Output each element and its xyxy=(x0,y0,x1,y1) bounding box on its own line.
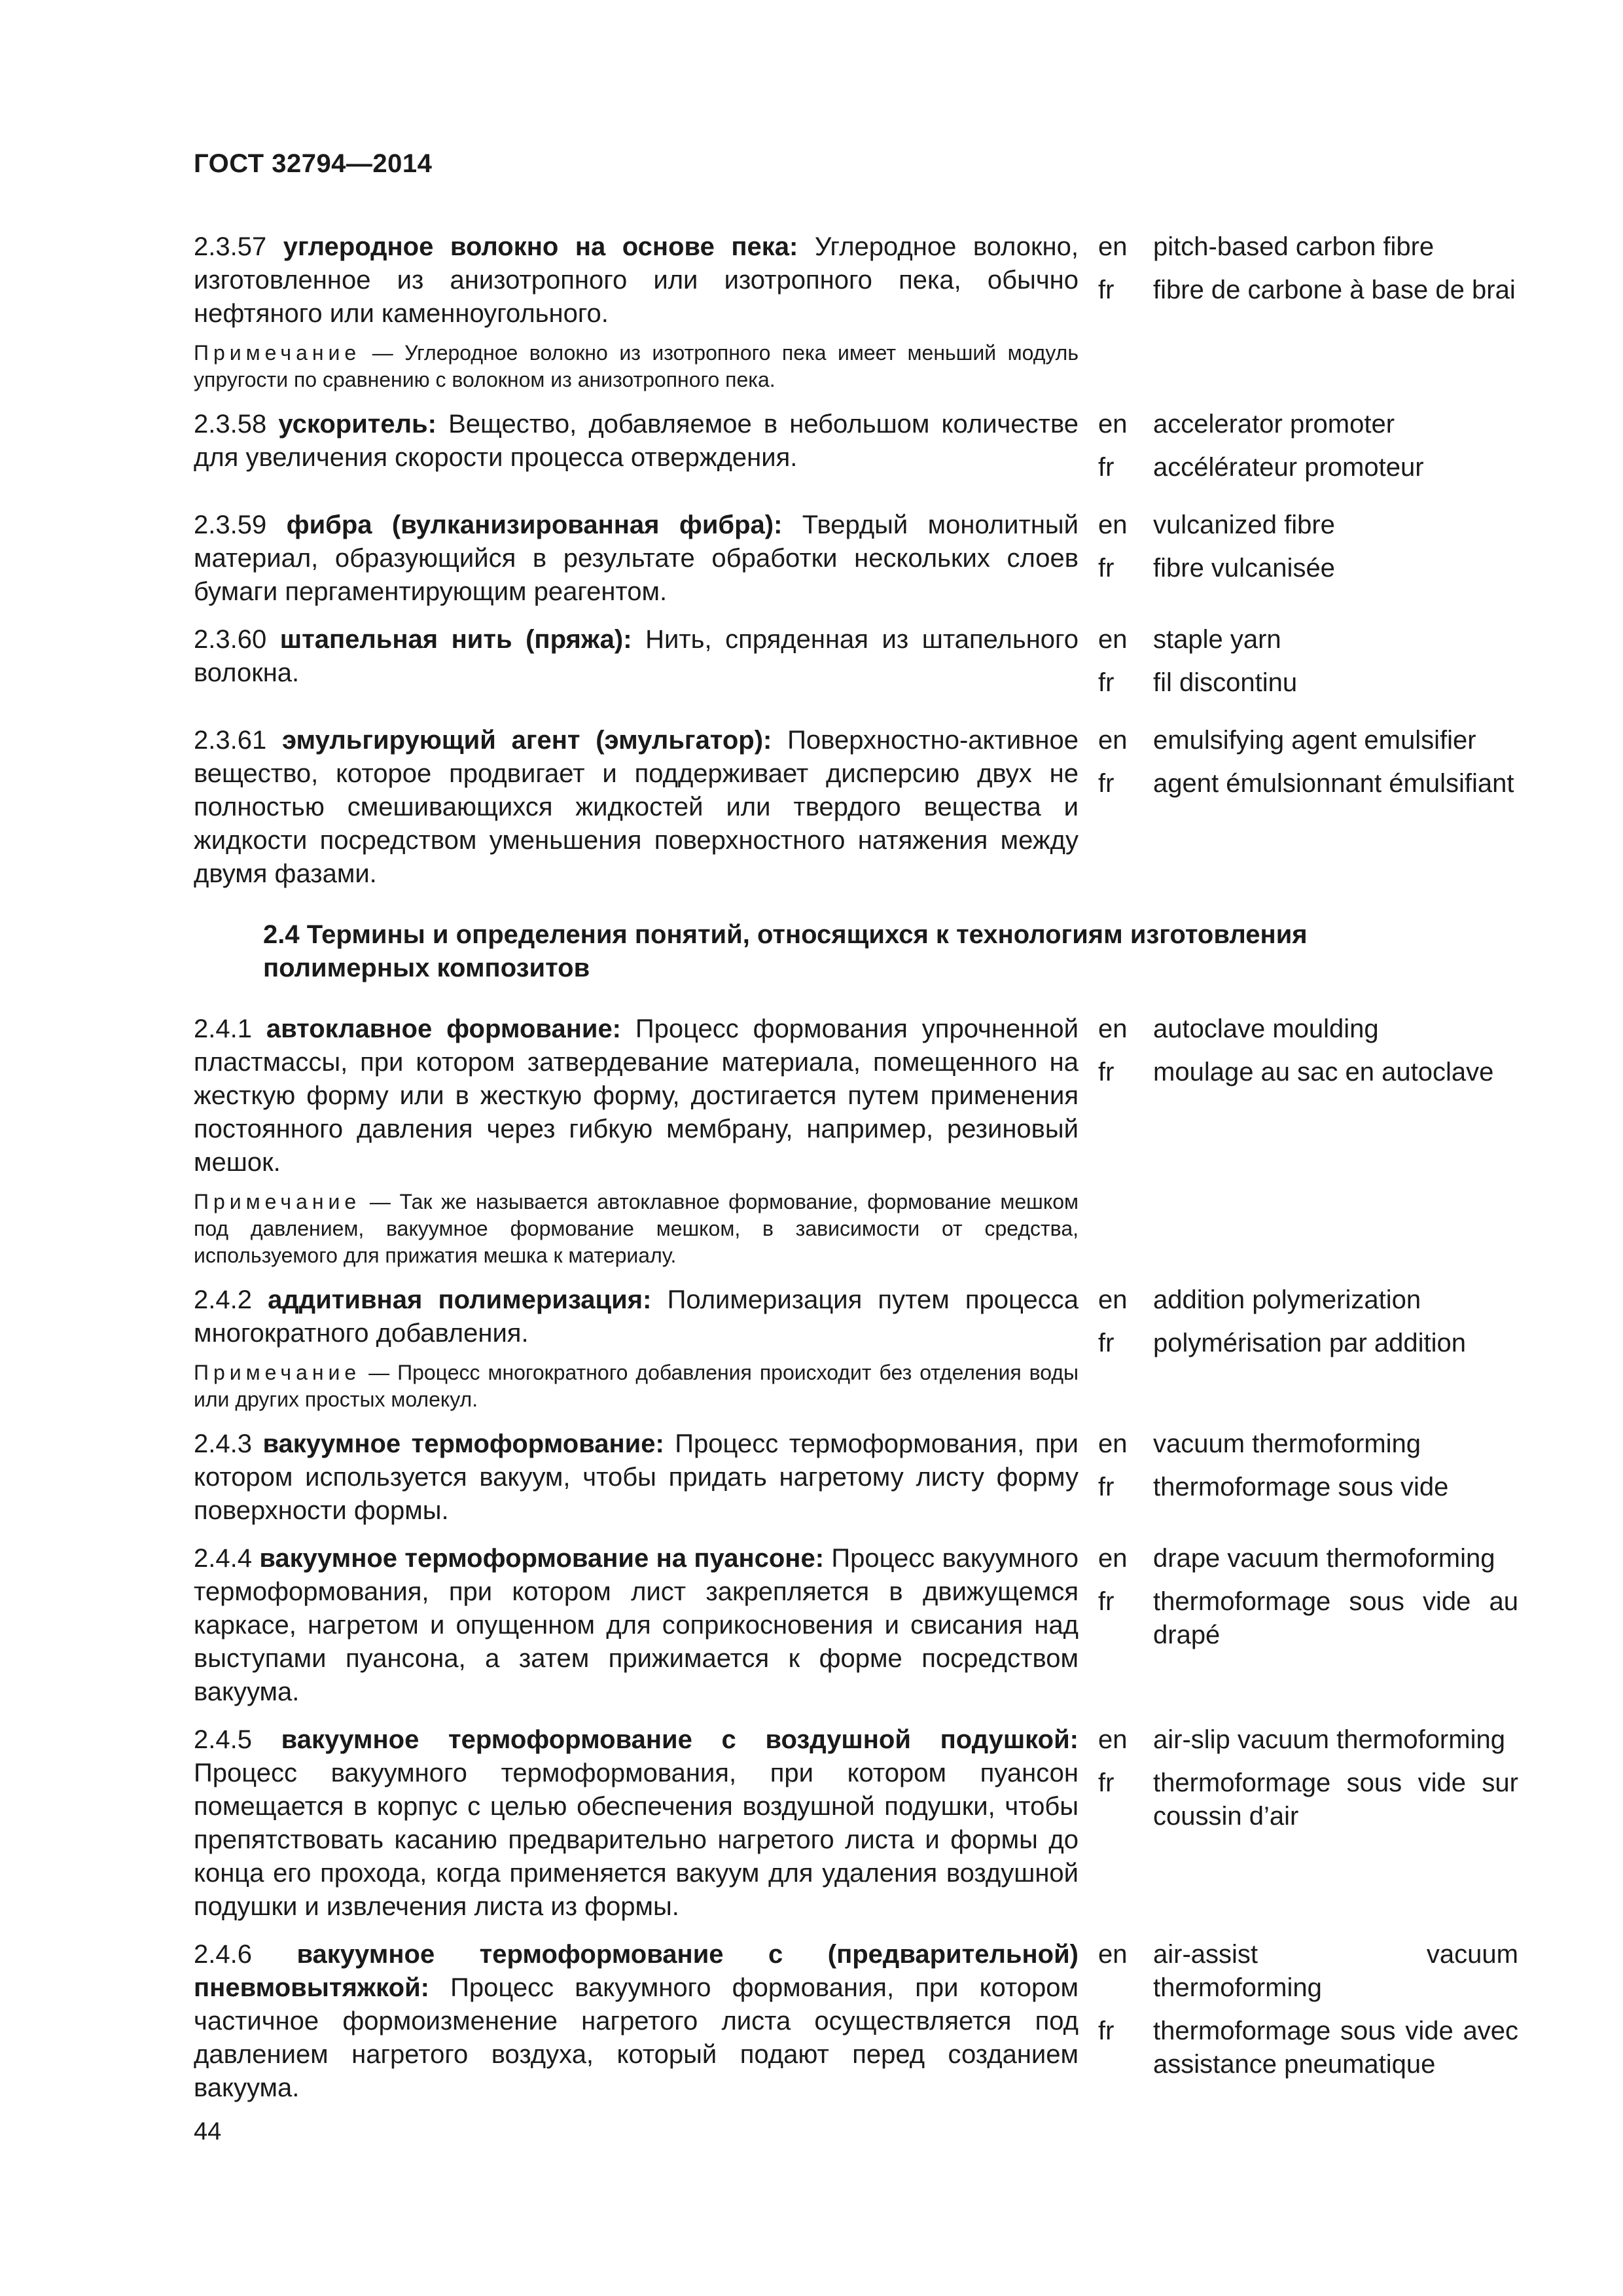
translation-text: thermoformage sous vide avec assistance pneumatique xyxy=(1153,2017,1518,2079)
translation-text: fil discontinu xyxy=(1153,668,1298,697)
entry-number: 2.3.61 xyxy=(194,726,267,755)
definition xyxy=(194,509,1079,609)
section-heading: 2.4 Термины и определения понятий, относящихся к технологиям изготовления полимерных композитов xyxy=(263,920,1308,982)
term-entry xyxy=(194,1013,1518,1269)
translation-text: moulage au sac en autoclave xyxy=(1153,1058,1494,1086)
translations xyxy=(1098,724,1518,891)
lang-code: fr xyxy=(1098,453,1115,482)
translation-text: fibre vulcanisée xyxy=(1153,554,1335,583)
note-text: — Процесс многократного добавления происходит без отделения воды или других простых молекул. xyxy=(194,1361,1079,1411)
translations xyxy=(1098,509,1518,609)
translation-en xyxy=(1098,509,1518,542)
translation-text: air-slip vacuum thermoforming xyxy=(1153,1725,1505,1754)
translation-text: fibre de carbone à base de brai xyxy=(1153,276,1516,304)
translation-fr xyxy=(1098,1471,1518,1504)
translations xyxy=(1098,1013,1518,1269)
lang-code: en xyxy=(1098,1725,1128,1754)
note-label: Примечание xyxy=(194,1361,361,1384)
entry-number: 2.3.58 xyxy=(194,410,267,439)
entry-body xyxy=(194,1013,1079,1269)
translation-text: polymérisation par addition xyxy=(1153,1329,1467,1357)
lang-code: fr xyxy=(1098,769,1115,798)
translation-en xyxy=(1098,623,1518,656)
translations xyxy=(1098,1723,1518,1924)
translations xyxy=(1098,1542,1518,1709)
entry-body xyxy=(194,408,1079,494)
note-label: Примечание xyxy=(194,341,361,365)
translation-en xyxy=(1098,1938,1518,2005)
term-name: штапельная нить (пряжа): xyxy=(279,625,632,654)
translation-en xyxy=(1098,724,1518,757)
note xyxy=(194,1189,1079,1269)
term-entry xyxy=(194,1283,1518,1413)
term-name: углеродное волокно на основе пека: xyxy=(283,232,798,261)
term-entry xyxy=(194,1542,1518,1709)
term-name: эмульгирующий агент (эмульгатор): xyxy=(281,726,772,755)
translation-fr xyxy=(1098,451,1518,484)
lang-code: en xyxy=(1098,726,1128,755)
translations xyxy=(1098,1427,1518,1528)
term-entry xyxy=(194,1938,1518,2105)
entry-body xyxy=(194,623,1079,709)
entry-number: 2.4.3 xyxy=(194,1429,252,1458)
translation-en xyxy=(1098,1427,1518,1461)
lang-code: en xyxy=(1098,625,1128,654)
lang-code: en xyxy=(1098,1285,1128,1314)
term-name: фибра (вулканизированная фибра): xyxy=(286,511,783,539)
lang-code: en xyxy=(1098,410,1128,439)
translation-en xyxy=(1098,1283,1518,1317)
definition xyxy=(194,1427,1079,1528)
definition xyxy=(194,1938,1079,2105)
translation-text: thermoformage sous vide sur coussin d’air xyxy=(1153,1768,1518,1831)
definition-text: Процесс вакуумного термоформования, при котором лист закрепляется в движущемся каркасе, нагретом и опущенном для соприкосновения и свисания над выступами пуансона, а затем прижимается к форме посредством вакуума. xyxy=(194,1544,1079,1706)
lang-code: fr xyxy=(1098,668,1115,697)
lang-code: fr xyxy=(1098,1587,1115,1616)
translation-en xyxy=(1098,1542,1518,1575)
term-name: ускоритель: xyxy=(278,410,437,439)
definition xyxy=(194,1542,1079,1709)
entry-body xyxy=(194,1283,1079,1413)
translation-en xyxy=(1098,1723,1518,1757)
definition xyxy=(194,1283,1079,1350)
entry-number: 2.3.60 xyxy=(194,625,267,654)
translation-fr xyxy=(1098,2015,1518,2081)
term-entry xyxy=(194,724,1518,891)
entry-body xyxy=(194,509,1079,609)
definition-text: Процесс вакуумного формования, при котором частичное формоизменение нагретого листа осуществляется под давлением нагретого воздуха, который подают перед созданием вакуума. xyxy=(194,1973,1079,2102)
entry-number: 2.4.5 xyxy=(194,1725,252,1754)
term-name: вакуумное термоформование: xyxy=(262,1429,664,1458)
definition xyxy=(194,724,1079,891)
term-entry xyxy=(194,1723,1518,1924)
definition xyxy=(194,623,1079,690)
definition xyxy=(194,230,1079,331)
translation-text: thermoformage sous vide au drapé xyxy=(1153,1587,1518,1649)
translation-fr xyxy=(1098,552,1518,585)
lang-code: en xyxy=(1098,1429,1128,1458)
entry-body xyxy=(194,724,1079,891)
definition-text: Процесс вакуумного термоформования, при котором пуансон помещается в корпус с целью обеспечения воздушной подушки, чтобы препятствовать касанию предварительно нагретого листа и формы до конца его прохода, когда применяется вакуум для удаления воздушной подушки и извлечения листа из формы. xyxy=(194,1759,1079,1921)
lang-code: en xyxy=(1098,1940,1128,1969)
translations xyxy=(1098,1938,1518,2105)
note xyxy=(194,340,1079,393)
entry-number: 2.3.57 xyxy=(194,232,267,261)
entry-number: 2.4.2 xyxy=(194,1285,252,1314)
note xyxy=(194,1359,1079,1413)
translation-text: staple yarn xyxy=(1153,625,1281,654)
term-name: вакуумное термоформование с (предварительной) пневмовытяжкой: xyxy=(194,1940,1079,2002)
lang-code: fr xyxy=(1098,1473,1115,1501)
lang-code: fr xyxy=(1098,2017,1115,2045)
entry-number: 2.4.6 xyxy=(194,1940,252,1969)
translation-text: accelerator promoter xyxy=(1153,410,1395,439)
entry-body xyxy=(194,230,1079,393)
term-entry xyxy=(194,623,1518,709)
translation-fr xyxy=(1098,1585,1518,1652)
definition xyxy=(194,1723,1079,1924)
translation-text: emulsifying agent emulsifier xyxy=(1153,726,1476,755)
translation-text: vacuum thermoforming xyxy=(1153,1429,1421,1458)
translations xyxy=(1098,1283,1518,1413)
definition-text: Нить, спряденная из штапельного волокна. xyxy=(194,625,1079,687)
lang-code: en xyxy=(1098,1544,1128,1573)
definition-text: Процесс термоформования, при котором используется вакуум, чтобы придать нагретому листу форму поверхности формы. xyxy=(194,1429,1079,1525)
term-entry xyxy=(194,230,1518,393)
translation-fr xyxy=(1098,1056,1518,1089)
translation-text: thermoformage sous vide xyxy=(1153,1473,1449,1501)
lang-code: en xyxy=(1098,232,1128,261)
definition-text: Твердый монолитный материал, образующийся в результате обработки нескольких слоев бумаги пергаментирующим реагентом. xyxy=(194,511,1079,606)
lang-code: fr xyxy=(1098,276,1115,304)
translation-fr xyxy=(1098,274,1518,307)
lang-code: en xyxy=(1098,1014,1128,1043)
definition xyxy=(194,1013,1079,1179)
translation-en xyxy=(1098,1013,1518,1046)
entry-number: 2.4.4 xyxy=(194,1544,252,1573)
entry-number: 2.3.59 xyxy=(194,511,267,539)
translation-text: agent émulsionnant émulsifiant xyxy=(1153,769,1514,798)
note-label: Примечание xyxy=(194,1190,361,1213)
entry-body xyxy=(194,1938,1079,2105)
translation-text: drape vacuum thermoforming xyxy=(1153,1544,1495,1573)
translation-text: accélérateur promoteur xyxy=(1153,453,1424,482)
translation-text: air-assist vacuum thermoforming xyxy=(1153,1940,1518,2002)
term-name: автоклавное формование: xyxy=(266,1014,622,1043)
translation-fr xyxy=(1098,1327,1518,1360)
lang-code: fr xyxy=(1098,554,1115,583)
definition-text: Процесс формования упрочненной пластмассы, при котором затвердевание материала, помещенного на жесткую форму или в жесткую форму, достигается путем применения постоянного давления через гибкую мембрану, например, резиновый мешок. xyxy=(194,1014,1079,1177)
translations xyxy=(1098,230,1518,393)
translations xyxy=(1098,623,1518,709)
term-entries xyxy=(194,230,1518,2119)
document-header: ГОСТ 32794—2014 xyxy=(194,149,433,178)
page-number: 44 xyxy=(194,2118,222,2145)
translation-en xyxy=(1098,230,1518,264)
term-entry xyxy=(194,509,1518,609)
translation-text: autoclave moulding xyxy=(1153,1014,1379,1043)
entry-body xyxy=(194,1723,1079,1924)
translation-fr xyxy=(1098,1767,1518,1833)
translation-text: addition polymerization xyxy=(1153,1285,1421,1314)
translation-fr xyxy=(1098,666,1518,700)
term-name: аддитивная полимеризация: xyxy=(268,1285,652,1314)
entry-body xyxy=(194,1542,1079,1709)
entry-body xyxy=(194,1427,1079,1528)
definition-text: Углеродное волокно, изготовленное из анизотропного или изотропного пека, обычно нефтяного или каменноугольного. xyxy=(194,232,1079,328)
lang-code: fr xyxy=(1098,1329,1115,1357)
definition-text: Полимеризация путем процесса многократного добавления. xyxy=(194,1285,1079,1348)
term-entry xyxy=(194,408,1518,494)
lang-code: en xyxy=(1098,511,1128,539)
term-name: вакуумное термоформование на пуансоне: xyxy=(259,1544,825,1573)
term-name: вакуумное термоформование с воздушной подушкой: xyxy=(281,1725,1079,1754)
note-text: — Так же называется автоклавное формование, формование мешком под давлением, вакуумное формование мешком, в зависимости от средства, используемого для прижатия мешка к материалу. xyxy=(194,1190,1079,1267)
translation-en xyxy=(1098,408,1518,441)
lang-code: fr xyxy=(1098,1058,1115,1086)
entry-number: 2.4.1 xyxy=(194,1014,252,1043)
definition-text: Поверхностно-активное вещество, которое продвигает и поддерживает дисперсию двух не полностью смешивающихся жидкостей или твердого вещества и жидкости посредством уменьшения поверхностного натяжения между двумя фазами. xyxy=(194,726,1079,888)
translation-text: pitch-based carbon fibre xyxy=(1153,232,1435,261)
definition xyxy=(194,408,1079,475)
lang-code: fr xyxy=(1098,1768,1115,1797)
term-entry xyxy=(194,1427,1518,1528)
note-text: — Углеродное волокно из изотропного пека имеет меньший модуль упругости по сравнению с волокном из анизотропного пека. xyxy=(194,341,1079,391)
translations xyxy=(1098,408,1518,494)
translation-text: vulcanized fibre xyxy=(1153,511,1335,539)
translation-fr xyxy=(1098,767,1518,800)
definition-text: Вещество, добавляемое в небольшом количестве для увеличения скорости процесса отверждения. xyxy=(194,410,1079,472)
